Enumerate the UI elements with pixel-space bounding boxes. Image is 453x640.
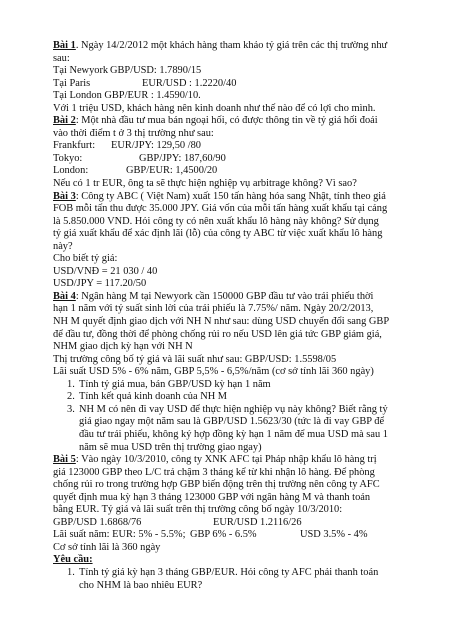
- bai2-london-value: GBP/EUR: 1,4500/20: [126, 165, 218, 177]
- bai5-interest: [53, 529, 433, 542]
- list-item-text: Tính tỷ giá kỳ hạn 3 tháng GBP/EUR. Hỏi công ty AFC phải thanh toán: [79, 566, 379, 578]
- list-item-text: cho NHM là bao nhiêu EUR?: [79, 579, 203, 591]
- bai3-rate-1: USD/VNĐ = 21 030 / 40: [53, 265, 158, 277]
- bai4-list-item: [53, 404, 433, 454]
- list-item-text: đầu tư trái phiếu, không ký hợp đồng kỳ hạn 1 năm để mua USD mà sau 1: [79, 428, 388, 440]
- bai5-interest-usd: USD 3.5% - 4%: [300, 529, 368, 541]
- bai5-rates: [53, 517, 433, 530]
- bai2-rate-frankfurt: [53, 140, 433, 153]
- bai3-line-3: là 5.850.000 VND. Hỏi công ty có nên xuất khẩu lô hàng này không? Sử dụng: [53, 215, 379, 227]
- bai2-frankfurt-place: Frankfurt:: [53, 140, 96, 152]
- bai5-rate-left: GBP/USD 1.6868/76: [53, 516, 142, 528]
- bai1-intro-cont: sau:: [53, 52, 70, 64]
- bai2-frankfurt-value: EUR/JPY: 129,50 /80: [111, 140, 201, 152]
- list-item-text: năm sẽ mua USD trên thị trường giao ngay): [79, 441, 262, 453]
- bai2-question: Nếu có 1 tr EUR, ông ta sẽ thực hiện nghiệp vụ arbitrage không? Vì sao?: [53, 178, 357, 190]
- list-number: 1.: [67, 566, 75, 578]
- bai3-line-5: này?: [53, 240, 73, 252]
- bai5-line-1: [53, 454, 433, 467]
- bai2-tokyo-value: GBP/JPY: 187,60/90: [139, 152, 226, 164]
- bai4-line-1: [53, 291, 433, 304]
- bai3-line-2: FOB mỗi tấn thu được 35.000 JPY. Giá vốn của mỗi tấn hàng xuất khẩu tại cảng: [53, 203, 388, 215]
- bai4-list-item: [53, 379, 433, 392]
- bai4-line-6: Thị trường công bố tỷ giá và lãi suất như sau: GBP/USD: 1.5598/05: [53, 353, 337, 365]
- bai5-line-1-text: : Vào ngày 10/3/2010, công ty XNK AFC tại Pháp nhập khẩu lô hàng trị: [75, 454, 377, 466]
- bai3-line-1: [53, 191, 433, 204]
- bai3-line-1-text: : Công ty ABC ( Việt Nam) xuất 150 tấn hàng hóa sang Nhật, tính theo giá: [75, 190, 386, 202]
- bai1-question: Với 1 triệu USD, khách hàng nên kinh doanh như thế nào để có lợi cho mình.: [53, 102, 376, 114]
- bai4-line-2: hạn 1 năm với tỷ suất sinh lời của trái phiếu là 7.75%/ năm. Ngày 20/2/2013,: [53, 303, 374, 315]
- bai4-line-4: để đầu tư, đồng thời để phòng chống rủi ro nếu USD lên giá tức GBP giảm giá,: [53, 328, 382, 340]
- bai4-heading: Bài 4: [53, 290, 76, 302]
- bai5-line-4: quyết định mua kỳ hạn 3 tháng 123000 GBP với ngân hàng M và thanh toán: [53, 491, 371, 503]
- bai1-intro-line: [53, 40, 433, 53]
- bai2-intro-text: : Một nhà đầu tư mua bán ngoại hối, có được thông tin về tỷ giá hối đoái: [75, 115, 378, 127]
- bai2-rate-london: [53, 165, 433, 178]
- bai3-rate-2: USD/JPY = 117.20/50: [53, 278, 147, 290]
- list-item-text: Tính kết quả kinh doanh của NH M: [79, 391, 228, 403]
- bai5-line-2: giá 123000 GBP theo L/C trả chậm 3 tháng kể từ khi nhận lô hàng. Để phòng: [53, 466, 375, 478]
- bai2-rate-tokyo: [53, 153, 433, 166]
- bai2-intro-line: [53, 115, 433, 128]
- list-item-text: NH M có nên đi vay USD để thực hiện nghiệp vụ này không? Biết rằng tỷ: [79, 403, 388, 415]
- bai3-line-4: tỷ giá xuất khẩu để xác định lãi (lỗ) của công ty ABC từ việc xuất khẩu lô hàng: [53, 228, 383, 240]
- bai2-intro-cont: vào thời điểm t ở 3 thị trường như sau:: [53, 127, 214, 139]
- bai5-rate-right: EUR/USD 1.2116/26: [213, 516, 302, 528]
- bai1-heading: Bài 1: [53, 40, 76, 51]
- list-number: 1.: [67, 378, 75, 390]
- list-item-text: giá giao ngay một năm sau là GBP/USD 1.5623/30 (tức là đi vay GBP để: [79, 416, 385, 428]
- bai5-heading: Bài 5: [53, 454, 76, 466]
- bai3-rates-label: Cho biết tỷ giá:: [53, 253, 118, 265]
- bai5-requirement-heading: Yêu cầu:: [53, 554, 93, 566]
- bai1-rate-newyork: [53, 65, 433, 78]
- bai2-london-place: London:: [53, 165, 89, 177]
- bai4-line-5: NHM giao dịch kỳ hạn với NH N: [53, 341, 193, 353]
- list-number: 3.: [67, 403, 75, 415]
- bai3-heading: Bài 3: [53, 190, 76, 202]
- bai1-newyork-value: GBP/USD: 1.7890/15: [110, 65, 202, 77]
- bai4-line-7: Lãi suất USD 5% - 6% năm, GBP 5,5% - 6,5%/năm (cơ sở tính lãi 360 ngày): [53, 366, 374, 378]
- bai5-line-5: bằng EUR. Tỷ giá và lãi suất trên thị trường công bố ngày 10/3/2010:: [53, 504, 343, 516]
- bai4-line-1-text: : Ngân hàng M tại Newyork cần 150000 GBP đầu tư vào trái phiếu thời: [75, 290, 374, 302]
- list-item-text: Tính tỷ giá mua, bán GBP/USD kỳ hạn 1 năm: [79, 378, 271, 390]
- bai1-paris-place: Tại Paris: [53, 77, 91, 89]
- bai4-list-item: [53, 391, 433, 404]
- bai1-paris-value: EUR/USD : 1.2220/40: [142, 77, 237, 89]
- bai1-intro-text: . Ngày 14/2/2012 một khách hàng tham khảo tỷ giá trên các thị trường như: [75, 40, 388, 51]
- bai1-newyork-place: Tại Newyork: [53, 65, 109, 77]
- list-number: 2.: [67, 391, 75, 403]
- bai2-heading: Bài 2: [53, 115, 76, 127]
- bai5-interest-eur: Lãi suất năm: EUR: 5% - 5.5%;: [53, 529, 186, 541]
- bai2-tokyo-place: Tokyo:: [53, 152, 83, 164]
- bai4-line-3: NH M quyết định giao dịch với NH N như sau: dùng USD chuyển đổi sang GBP: [53, 316, 390, 328]
- bai1-rate-paris: [53, 78, 433, 91]
- bai1-rate-london: Tại London GBP/EUR : 1.4590/10.: [53, 90, 201, 102]
- bai5-line-3: chống rủi ro trong trường hợp GBP biến động trên thị trường nên công ty AFC: [53, 479, 380, 491]
- bai5-basis: Cơ sở tính lãi là 360 ngày: [53, 541, 161, 553]
- bai5-interest-gbp: GBP 6% - 6.5%: [190, 529, 257, 541]
- bai5-list-item: [53, 567, 433, 592]
